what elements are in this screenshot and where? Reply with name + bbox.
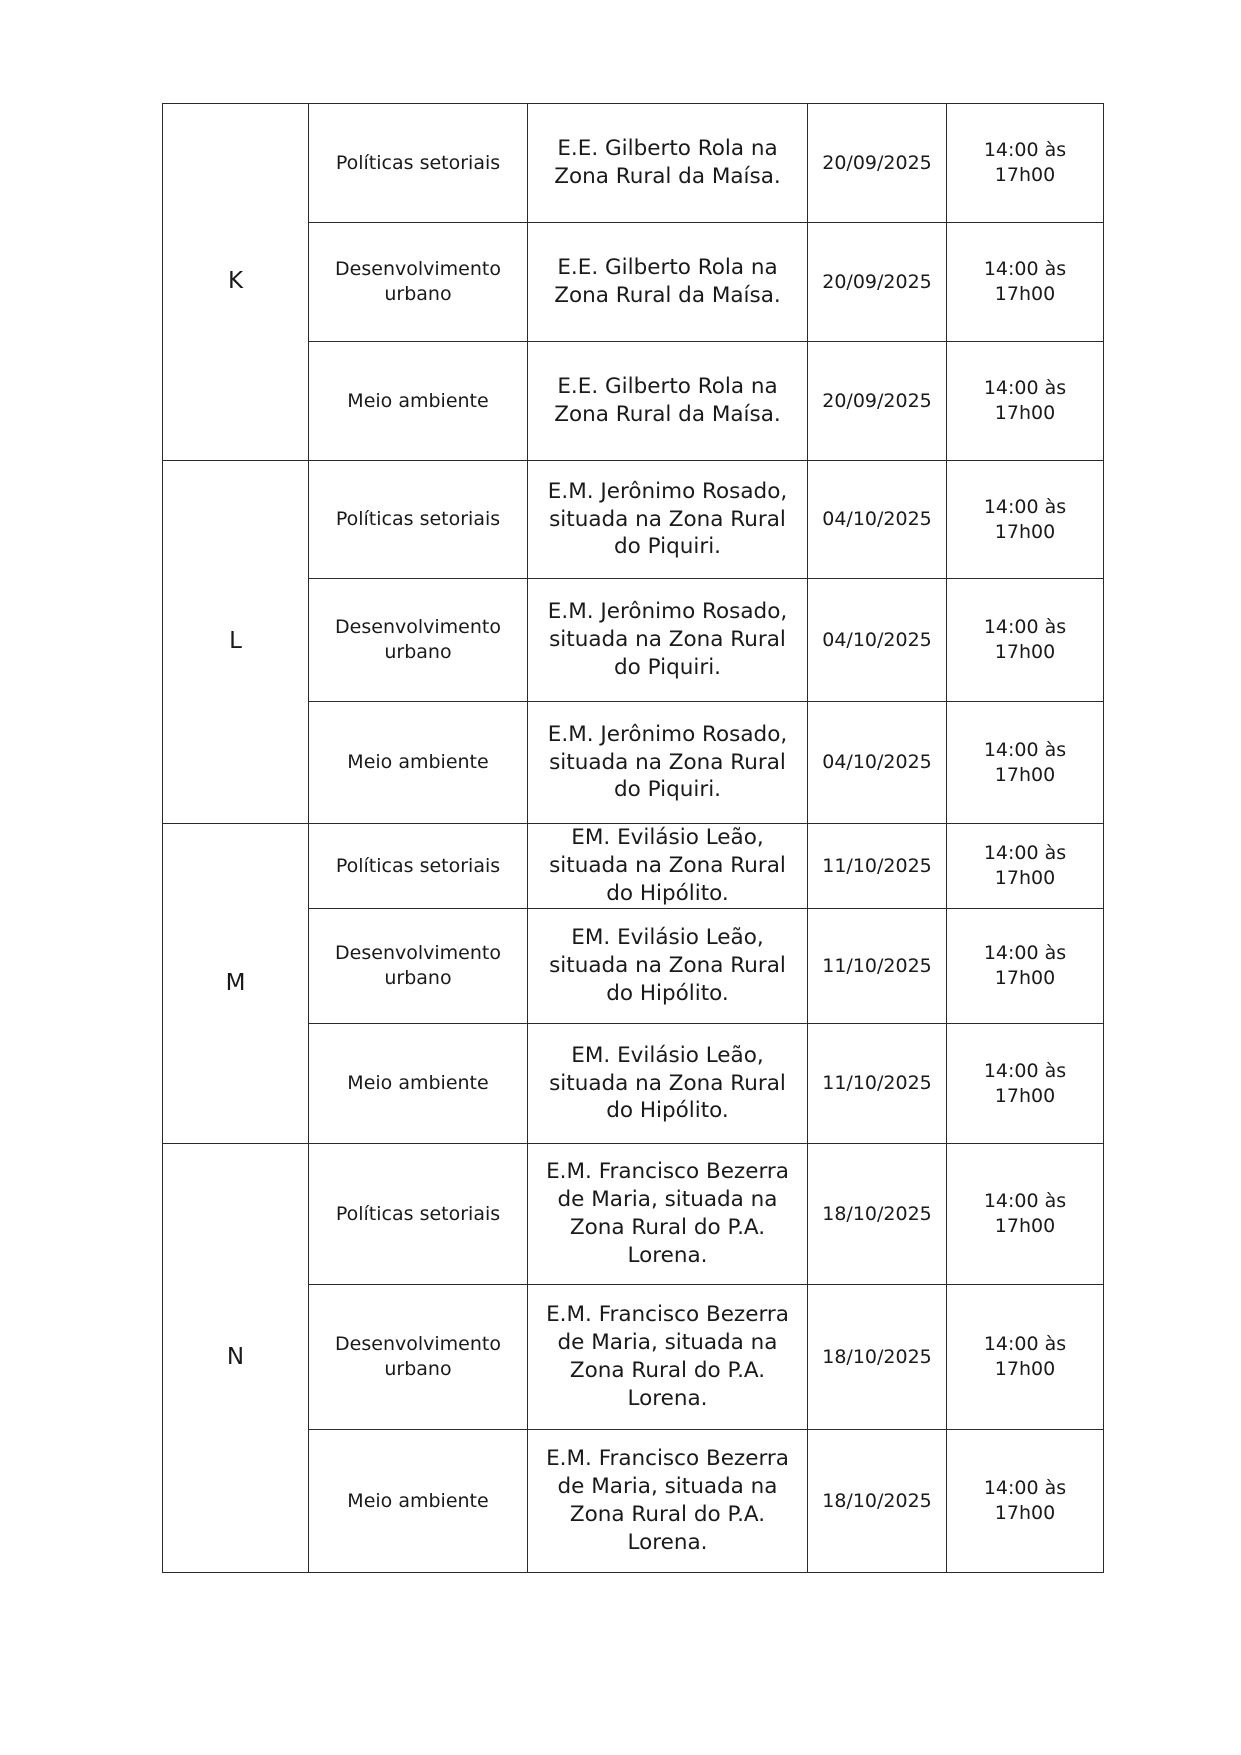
time-cell [947, 1024, 1104, 1144]
theme-cell: Desenvolvimento urbano [309, 1285, 528, 1430]
time-end: 17h00 [994, 1215, 1056, 1237]
theme-cell: Políticas setoriais [309, 824, 528, 909]
group-label-cell: K [163, 104, 309, 461]
table-row [163, 1144, 1104, 1285]
time-cell [947, 461, 1104, 579]
time-start: 14:00 às [983, 139, 1067, 162]
table-row [163, 461, 1104, 579]
date-cell: 04/10/2025 [808, 702, 947, 824]
theme-cell: Políticas setoriais [309, 1144, 528, 1285]
date-cell: 18/10/2025 [808, 1430, 947, 1573]
place-cell: E.M. Jerônimo Rosado, situada na Zona Rural do Piquiri. [528, 702, 808, 824]
time-end: 17h00 [994, 1358, 1056, 1380]
theme-cell: Desenvolvimento urbano [309, 579, 528, 702]
place-cell: E.E. Gilberto Rola na Zona Rural da Maísa. [528, 223, 808, 342]
time-cell [947, 1430, 1104, 1573]
time-start: 14:00 às [983, 1059, 1067, 1082]
theme-cell: Meio ambiente [309, 342, 528, 461]
time-start: 14:00 às [983, 842, 1067, 865]
time-end: 17h00 [994, 164, 1056, 186]
time-end: 17h00 [994, 1084, 1056, 1107]
time-end: 17h00 [994, 867, 1056, 889]
place-cell: E.M. Jerônimo Rosado, situada na Zona Rural do Piquiri. [528, 579, 808, 702]
date-cell: 20/09/2025 [808, 223, 947, 342]
time-start: 14:00 às [983, 738, 1067, 761]
time-cell [947, 909, 1104, 1024]
place-cell: EM. Evilásio Leão, situada na Zona Rural do Hipólito. [528, 824, 808, 909]
time-start: 14:00 às [983, 1333, 1067, 1356]
place-cell: EM. Evilásio Leão, situada na Zona Rural do Hipólito. [528, 909, 808, 1024]
theme-cell: Políticas setoriais [309, 104, 528, 223]
time-cell [947, 104, 1104, 223]
theme-cell: Desenvolvimento urbano [309, 909, 528, 1024]
time-start: 14:00 às [983, 616, 1067, 639]
group-label-cell: N [163, 1144, 309, 1573]
time-end: 17h00 [994, 763, 1056, 786]
table-row [163, 824, 1104, 909]
place-cell: EM. Evilásio Leão, situada na Zona Rural do Hipólito. [528, 1024, 808, 1144]
time-end: 17h00 [994, 967, 1056, 989]
time-end: 17h00 [994, 520, 1056, 543]
place-cell: E.M. Francisco Bezerra de Maria, situada na Zona Rural do P.A. Lorena. [528, 1285, 808, 1430]
schedule-table [162, 103, 1104, 1573]
time-start: 14:00 às [983, 942, 1067, 965]
time-end: 17h00 [994, 641, 1056, 663]
date-cell: 11/10/2025 [808, 824, 947, 909]
date-cell: 04/10/2025 [808, 579, 947, 702]
date-cell: 20/09/2025 [808, 104, 947, 223]
theme-cell: Políticas setoriais [309, 461, 528, 579]
table-row [163, 104, 1104, 223]
group-label-cell: M [163, 824, 309, 1144]
date-cell: 18/10/2025 [808, 1144, 947, 1285]
time-end: 17h00 [994, 1502, 1056, 1524]
place-cell: E.M. Francisco Bezerra de Maria, situada na Zona Rural do P.A. Lorena. [528, 1144, 808, 1285]
theme-cell: Meio ambiente [309, 702, 528, 824]
place-cell: E.M. Francisco Bezerra de Maria, situada na Zona Rural do P.A. Lorena. [528, 1430, 808, 1573]
time-cell [947, 579, 1104, 702]
time-start: 14:00 às [983, 258, 1067, 281]
time-cell [947, 1285, 1104, 1430]
place-cell: E.E. Gilberto Rola na Zona Rural da Maísa. [528, 104, 808, 223]
time-cell [947, 223, 1104, 342]
place-cell: E.E. Gilberto Rola na Zona Rural da Maísa. [528, 342, 808, 461]
group-label-cell: L [163, 461, 309, 824]
date-cell: 04/10/2025 [808, 461, 947, 579]
date-cell: 11/10/2025 [808, 1024, 947, 1144]
place-cell: E.M. Jerônimo Rosado, situada na Zona Rural do Piquiri. [528, 461, 808, 579]
time-start: 14:00 às [983, 377, 1067, 400]
date-cell: 18/10/2025 [808, 1285, 947, 1430]
schedule-body [163, 104, 1104, 1573]
time-end: 17h00 [994, 402, 1056, 424]
time-cell [947, 702, 1104, 824]
theme-cell: Desenvolvimento urbano [309, 223, 528, 342]
date-cell: 20/09/2025 [808, 342, 947, 461]
theme-cell: Meio ambiente [309, 1430, 528, 1573]
time-end: 17h00 [994, 283, 1056, 305]
time-cell [947, 1144, 1104, 1285]
time-start: 14:00 às [983, 495, 1067, 518]
time-start: 14:00 às [983, 1190, 1067, 1213]
time-cell [947, 824, 1104, 909]
date-cell: 11/10/2025 [808, 909, 947, 1024]
theme-cell: Meio ambiente [309, 1024, 528, 1144]
time-cell [947, 342, 1104, 461]
time-start: 14:00 às [983, 1477, 1067, 1500]
